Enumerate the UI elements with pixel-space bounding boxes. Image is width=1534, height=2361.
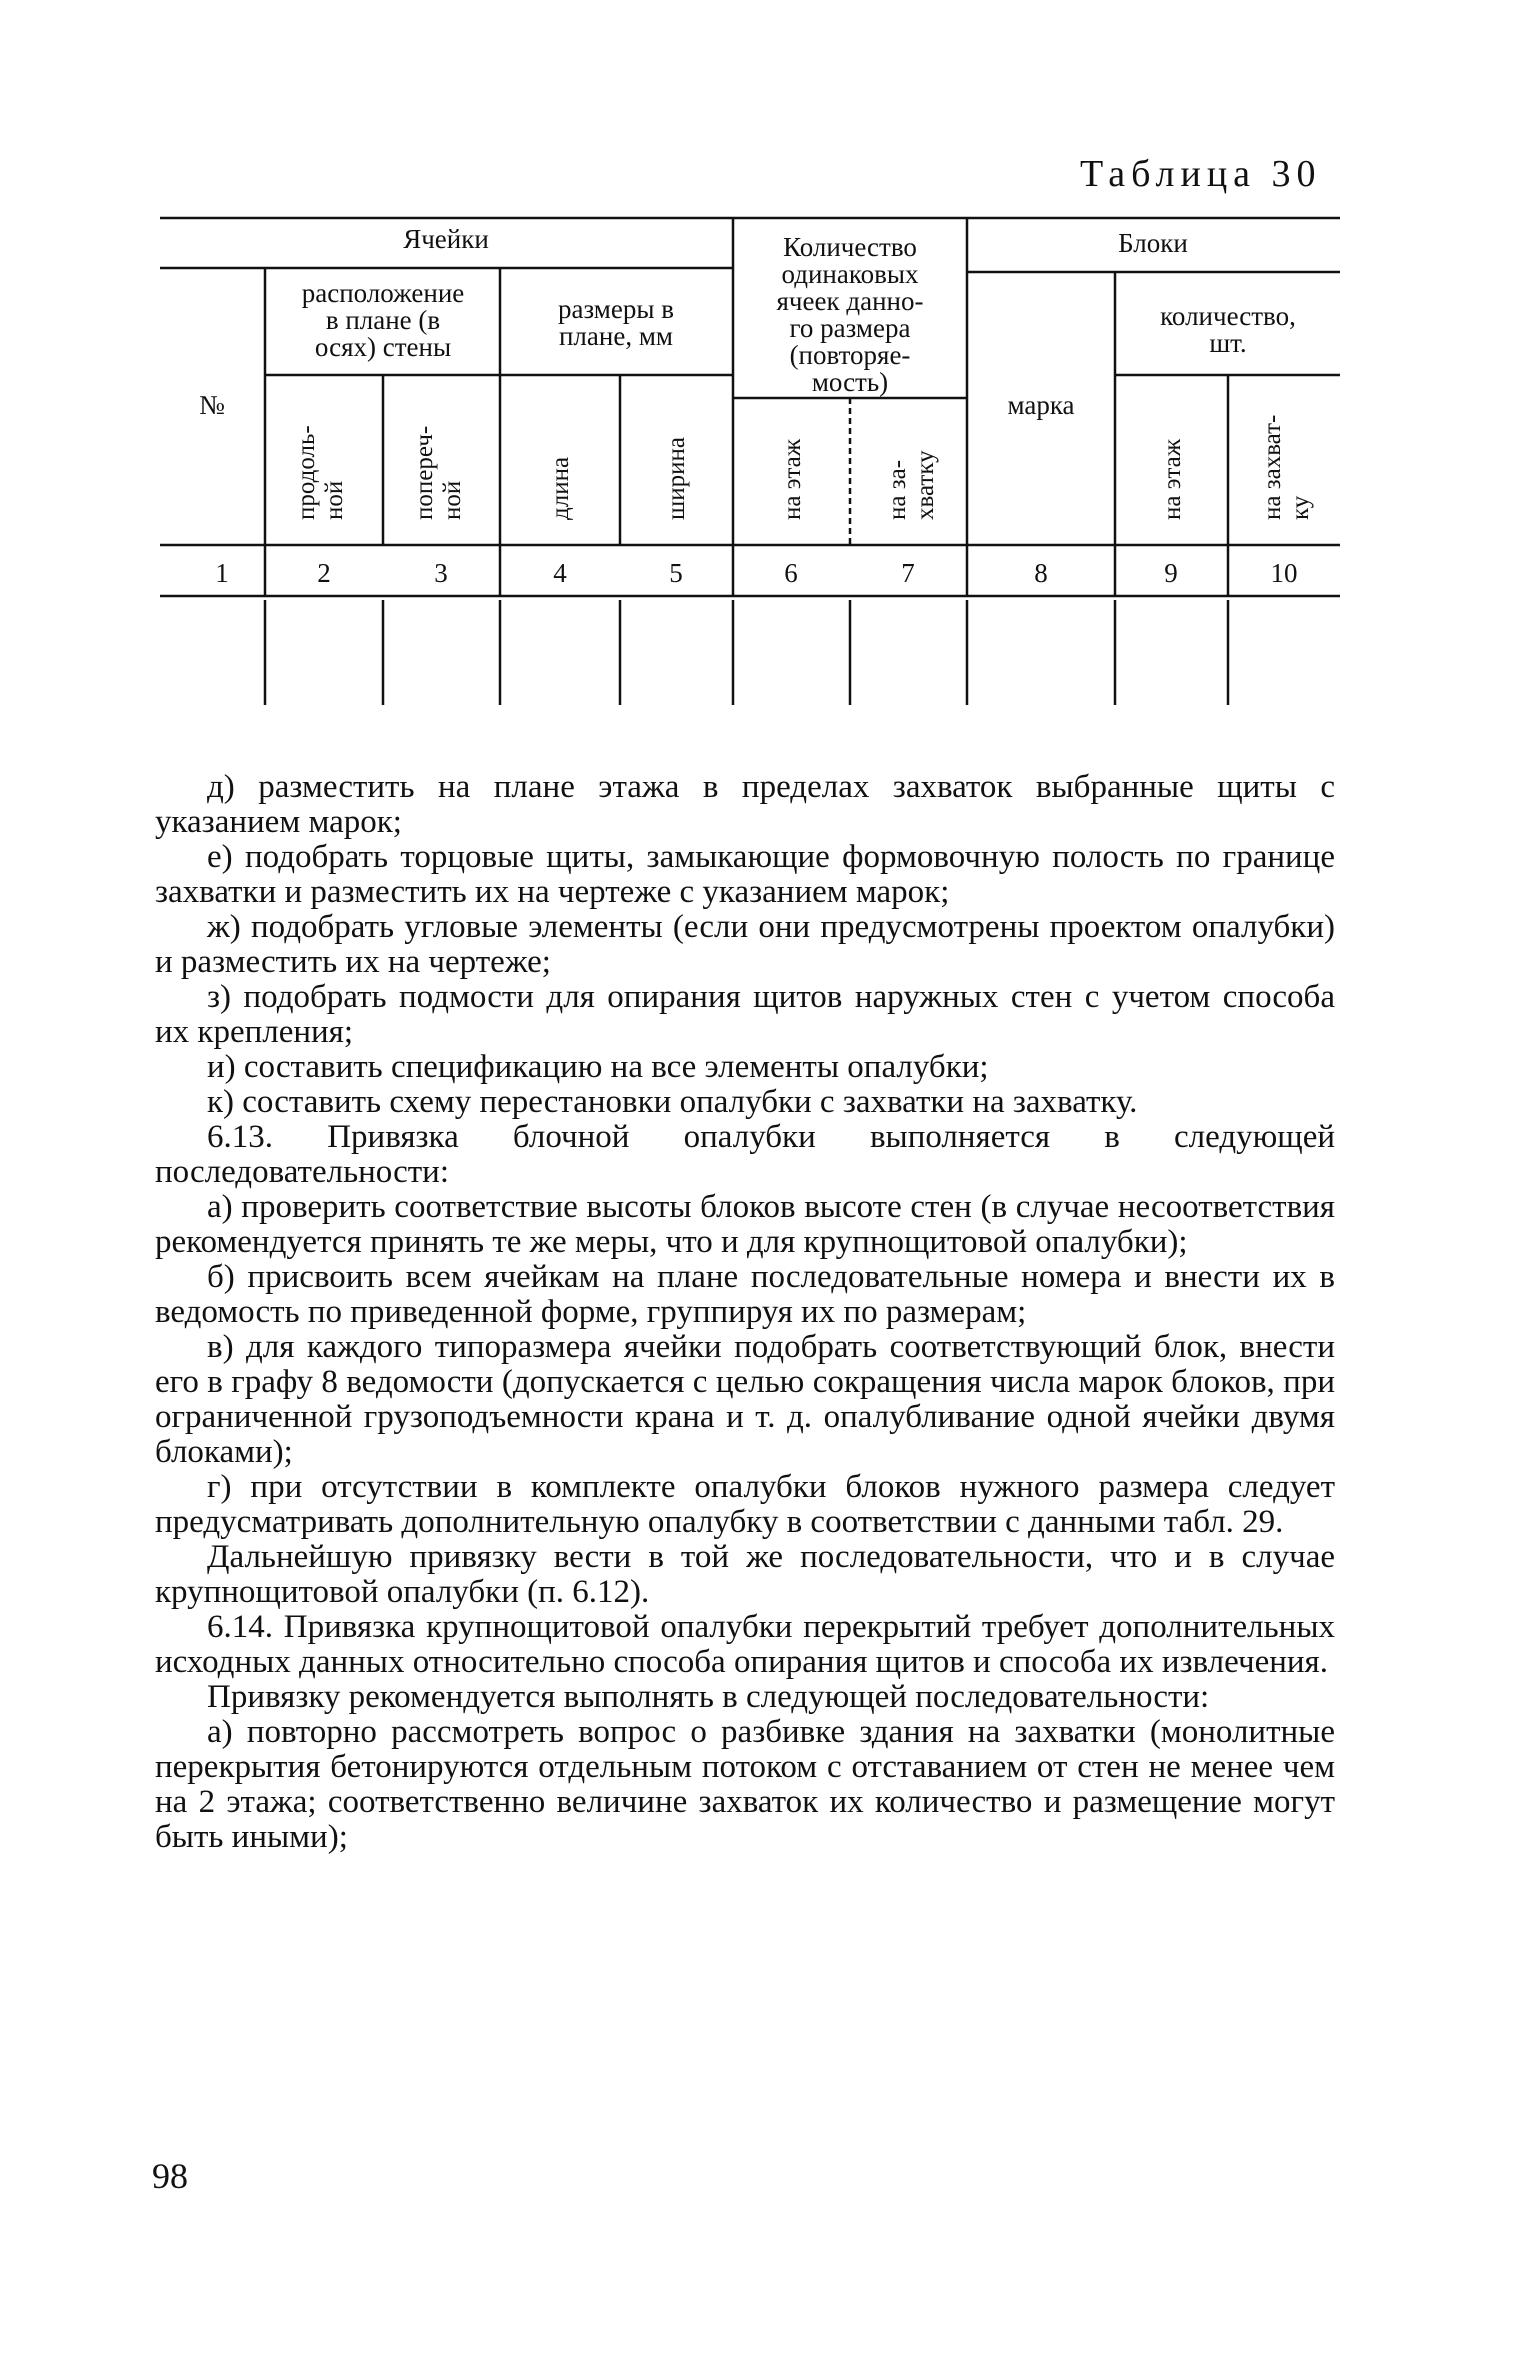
page-number: 98 [152,2156,188,2196]
paragraph-e: е) подобрать торцовые щиты, замыкающие формовочную полость по границе захватки и разместить их на чертеже с указанием марок; [155,839,1335,910]
section-6-13: 6.13. Привязка блочной опалубки выполняется в следующей последовательности: [155,1119,1335,1190]
paragraph-i: и) составить спецификацию на все элементы опалубки; [207,1049,989,1085]
header-brand: марка [1007,390,1075,420]
paragraph-v: в) для каждого типоразмера ячейки подобрать соответствующий блок, внести его в графу 8 ведомости (допускается с целью сокращения числа марок блоков, при ограниченной грузоподъемности крана и т. д. опалубливание одной ячейки двумя блоками); [155,1329,1335,1470]
header-count-line-4: го размера [789,313,911,343]
header-sizes-line-2: плане, мм [558,321,674,351]
header-cells-per-grip-line-1: на за- [884,459,911,520]
header-transverse-line-2: ной [439,480,466,520]
header-location-line-1: расположение [301,278,465,308]
column-number: 2 [317,558,331,588]
table-caption: Таблица 30 [1080,153,1322,195]
column-number: 8 [1034,558,1048,588]
header-cells-per-grip-line-2: хватку [912,450,939,520]
paragraph-g: г) при отсутствии в комплекте опалубки блоков нужного размера следует предусматривать дополнительную опалубку в соответствии с данными табл. 29. [155,1469,1335,1540]
column-number: 6 [784,558,798,588]
header-cells-per-floor: на этаж [779,438,806,520]
paragraph-zh: ж) подобрать угловые элементы (если они предусмотрены проектом опалубки) и разместить их на чертеже; [155,909,1335,980]
header-blocks-per-grip-line-1: на захват- [1259,414,1286,520]
column-number: 4 [553,558,567,588]
header-location-line-3: осях) стены [314,332,452,362]
section-6-14: 6.14. Привязка крупнощитовой опалубки перекрытий требует дополнительных исходных данных относительно способа опирания щитов и способа их извлечения. [155,1609,1335,1680]
column-number: 7 [901,558,915,588]
body-text [155,770,1335,1855]
header-longitudinal-line-1: продоль- [293,425,320,520]
paragraph-a: а) проверить соответствие высоты блоков высоте стен (в случае несоответствия рекомендуется принять те же меры, что и для крупнощитовой опалубки); [155,1189,1335,1260]
header-location-line-2: в плане (в [325,305,441,335]
header-length: длина [547,456,574,520]
paragraph-a-2: а) повторно рассмотреть вопрос о разбивке здания на захватки (монолитные перекрытия бетонируются отдельным потоком с отставанием от стен не менее чем на 2 этажа; соответственно величине захваток их количество и размещение могут быть иными); [155,1714,1335,1855]
header-blocks-per-floor: на этаж [1159,438,1186,520]
paragraph-k: к) составить схему перестановки опалубки с захватки на захватку. [207,1084,1138,1120]
paragraph-z: з) подобрать подмости для опирания щитов наружных стен с учетом способа их крепления; [155,979,1335,1050]
column-number: 1 [215,558,229,588]
paragraph-b: б) присвоить всем ячейкам на плане последовательные номера и внести их в ведомость по приведенной форме, группируя их по размерам; [155,1259,1335,1330]
column-number: 5 [669,558,683,588]
paragraph-recommended: Привязку рекомендуется выполнять в следующей последовательности: [207,1679,1210,1715]
header-transverse-line-1: попереч- [411,425,438,520]
header-cells: Ячейки [403,224,489,254]
header-width: ширина [663,437,690,520]
header-longitudinal-line-2: ной [321,480,348,520]
header-count-line-2: одинаковых [781,259,919,289]
column-number: 3 [434,558,448,588]
header-blocks-per-grip-line-2: ку [1287,495,1314,520]
header-count-line-6: мость) [811,367,889,397]
paragraph-d: д) разместить на плане этажа в пределах захваток выбранные щиты с указанием марок; [155,769,1335,840]
paragraph-further: Дальнейшую привязку вести в той же последовательности, что и в случае крупнощитовой опалубки (п. 6.12). [155,1539,1335,1610]
header-number: № [199,390,225,420]
header-count-line-3: ячеек данно- [776,286,924,316]
header-quantity-line-1: количество, [1160,301,1296,331]
header-quantity-line-2: шт. [1209,328,1247,358]
header-count-line-5: (повторяе- [789,340,911,370]
column-number: 9 [1164,558,1178,588]
column-number: 10 [1270,558,1298,588]
header-sizes-line-1: размеры в [558,294,674,324]
table-30 [0,0,1534,760]
header-blocks: Блоки [1118,228,1188,258]
header-count-line-1: Количество [783,232,917,262]
